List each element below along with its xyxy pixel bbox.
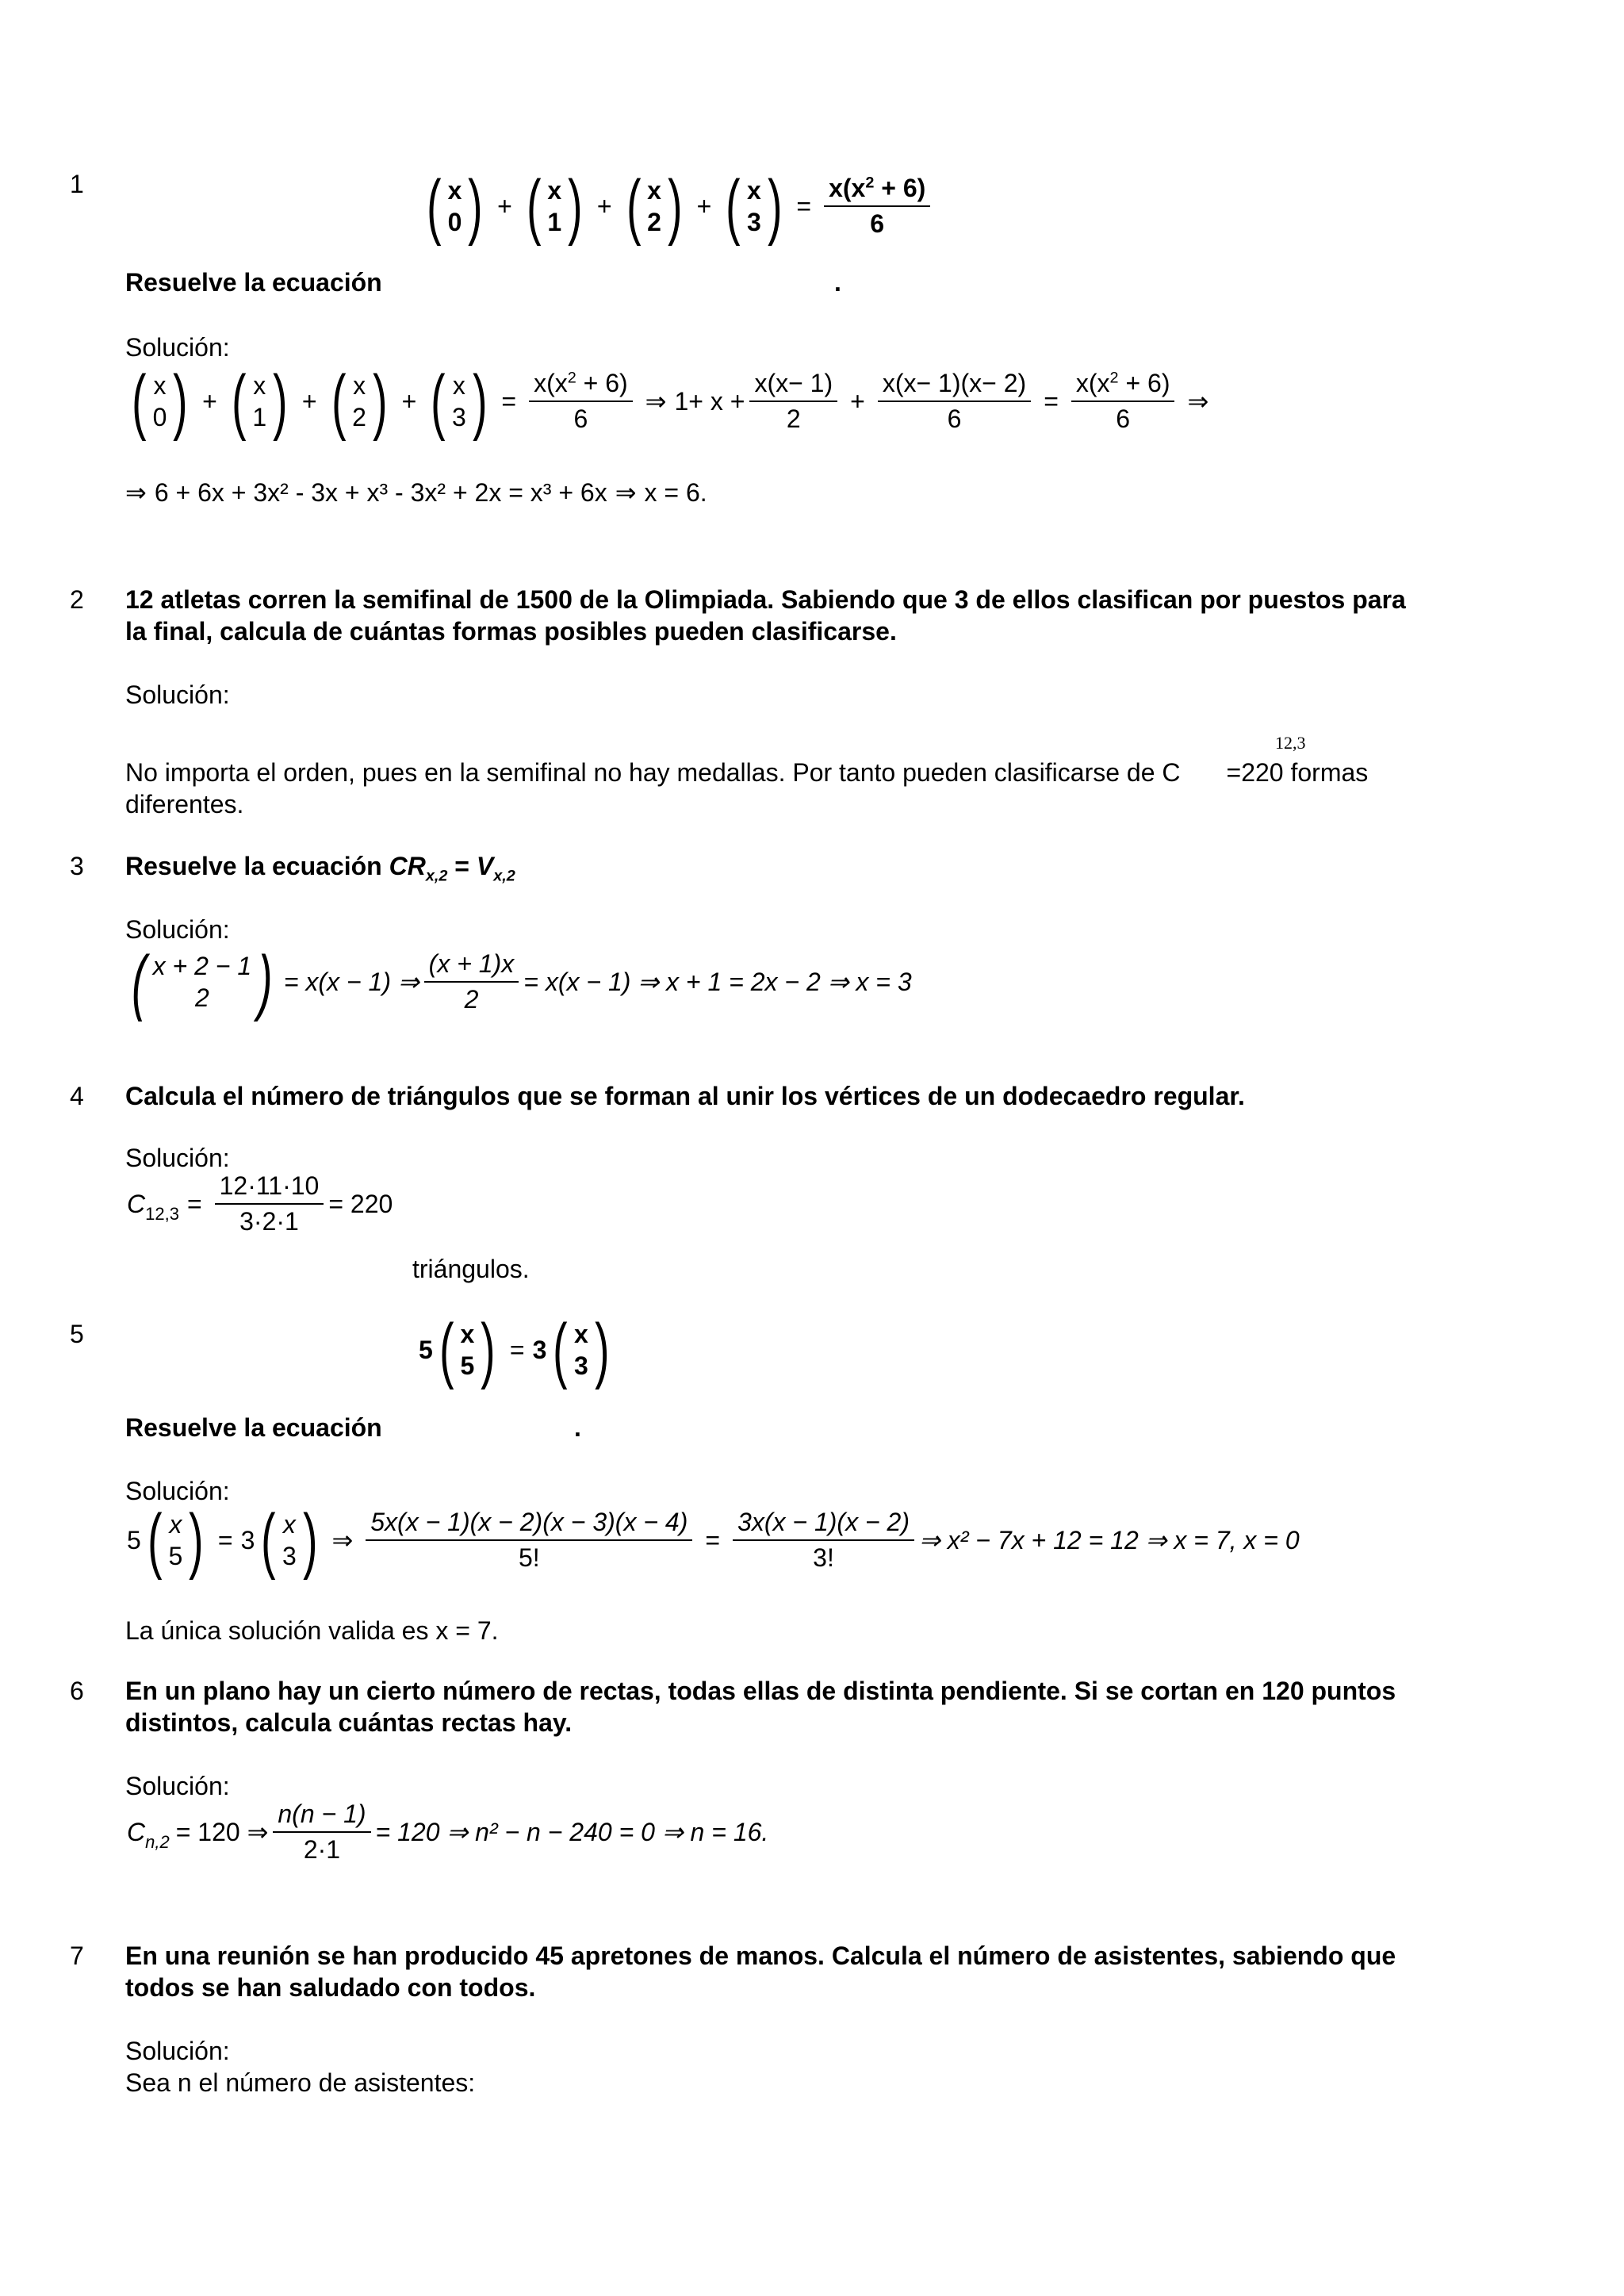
problem-2-question-line-1: 12 atletas corren la semifinal de 1500 de la Olimpiada. Sabiendo que 3 de ellos clasifican por puestos para — [125, 585, 1406, 614]
problem-4-solution-label: Solución: — [125, 1144, 230, 1172]
problem-7-solution-label: Solución: — [125, 2037, 230, 2065]
problem-1-solution-label: Solución: — [125, 333, 230, 362]
binomial: ( x 3 ) — [726, 166, 783, 247]
problem-6-question-line-2: distintos, calcula cuántas rectas hay. — [125, 1708, 573, 1737]
problem-1-solution-step-2: ⇒ 6 + 6x + 3x² - 3x + x³ - 3x² + 2x = x³ + 6x ⇒ x = 6. — [125, 478, 707, 507]
fraction: $\frac{x(x^2 + 6)}{6}$ — [824, 174, 930, 238]
problem-3-question: Resuelve la ecuación $CR_{x,2} = V_{x,2}$ — [125, 852, 515, 885]
problem-6-solution-label: Solución: — [125, 1772, 230, 1800]
binomial: ( x 1 ) — [526, 166, 583, 247]
problem-1-number: 1 — [70, 170, 84, 198]
problem-7-question-line-1: En una reunión se han producido 45 apretones de manos. Calcula el número de asistentes, sabiendo que — [125, 1941, 1396, 1970]
problem-5-period: . — [574, 1413, 581, 1442]
problem-7-number: 7 — [70, 1941, 84, 1970]
problem-1-period: . — [834, 268, 841, 297]
problem-2-combination-superscript: 12,3 — [1275, 733, 1306, 753]
problem-2-answer-line-1: No importa el orden, pues en la semifinal no hay medallas. Por tanto pueden clasificarse de C =220 formas — [125, 758, 1369, 787]
problem-5-number: 5 — [70, 1320, 84, 1348]
problem-5-conclusion: La única solución valida es x = 7. — [125, 1616, 499, 1645]
problem-5-solution: 5 ( x 5 ) = 3 ( x 3 ) ⇒ $\frac{5x(x - 1)(x - 2)(x - 3)(x - 4)}{5!}$ = $\frac{3x(x - 1)(x - 2)}{3!}$ ⇒ x² − 7x + 12 = 12 ⇒ x = 7, x = 0 — [127, 1500, 1300, 1581]
problem-5-solution-label: Solución: — [125, 1477, 230, 1505]
problem-3-solution: ( x + 2 − 1 2 ) = x(x − 1) ⇒ $\frac{(x + 1)x}{2}$ = x(x − 1) ⇒ x + 1 = 2x − 2 ⇒ x = 3 — [132, 941, 912, 1022]
problem-1-question: Resuelve la ecuación — [125, 268, 382, 297]
problem-4-unit: triángulos. — [412, 1255, 530, 1283]
problem-6-number: 6 — [70, 1677, 84, 1705]
problem-2-answer-line-2: diferentes. — [125, 790, 244, 818]
problem-1-solution-step-1: ( x 0 ) + ( x 1 ) + ( x 2 ) + ( x 3 ) = $\frac{x(x^2 + 6)}{6}$ ⇒ 1+ x + $\frac{x(x- 1)}{2}$ + $\frac{x(x- 1)(x- 2)}{6}$ = $\frac{x(x^2 + 6)}{6}$ ⇒ — [132, 361, 1209, 442]
problem-7-answer: Sea n el número de asistentes: — [125, 2068, 476, 2097]
problem-4-solution: C $_{12,3}$ = $\frac{12\cdot 11\cdot 10}{3\cdot 2\cdot 1}$ = 220 — [127, 1171, 393, 1236]
problem-2-solution-label: Solución: — [125, 680, 230, 709]
problem-4-number: 4 — [70, 1082, 84, 1110]
problem-5-question: Resuelve la ecuación — [125, 1413, 382, 1442]
problem-2-question-line-2: la final, calcula de cuántas formas posibles pueden clasificarse. — [125, 617, 897, 646]
problem-7-question-line-2: todos se han saludado con todos. — [125, 1973, 536, 2002]
problem-5-equation-display: 5 ( x 5 ) = 3 ( x 3 ) — [419, 1309, 610, 1390]
problem-2-number: 2 — [70, 585, 84, 614]
problem-4-question: Calcula el número de triángulos que se forman al unir los vértices de un dodecaedro regular. — [125, 1082, 1245, 1110]
problem-3-number: 3 — [70, 852, 84, 880]
problem-3-solution-label: Solución: — [125, 915, 230, 944]
problem-6-question-line-1: En un plano hay un cierto número de rectas, todas ellas de distinta pendiente. Si se cortan en 120 puntos — [125, 1677, 1396, 1705]
binomial: ( x 0 ) — [427, 166, 483, 247]
problem-1-equation-display: ( x 0 ) + ( x 1 ) + ( x 2 ) + ( x 3 ) = $\frac{x(x^2 + 6)}{6}$ — [420, 170, 935, 243]
binomial: ( x 2 ) — [626, 166, 683, 247]
problem-6-solution: C $_{n,2}$ = 120 ⇒ $\frac{n(n - 1)}{2\cdot 1}$ = 120 ⇒ n² − n − 240 = 0 ⇒ n = 16. — [127, 1800, 769, 1865]
